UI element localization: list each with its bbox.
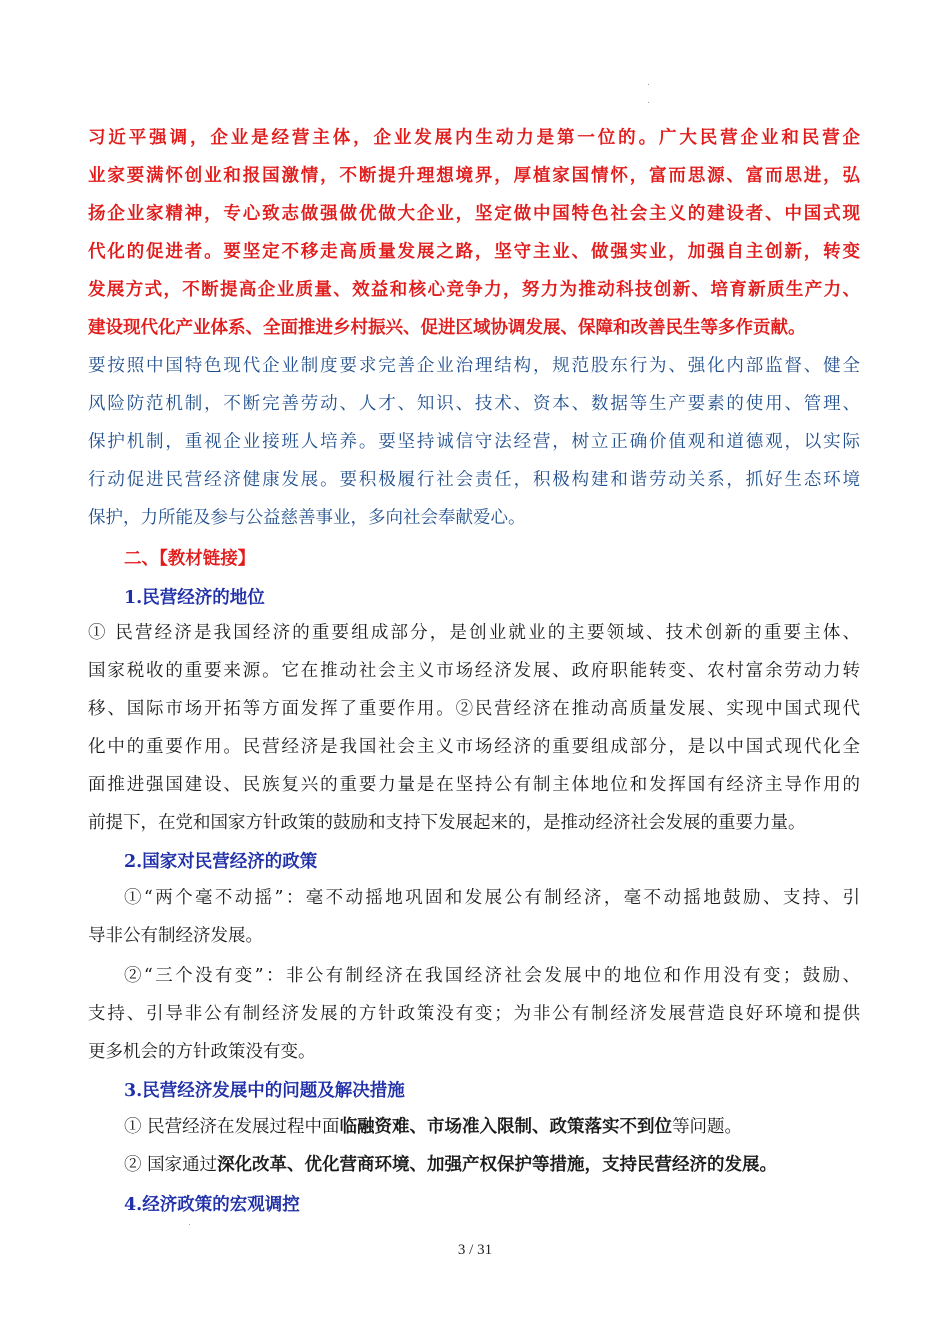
text-line: 保护机制，重视企业接班人培养。要坚持诚信守法经营，树立正确价值观和道德观，以实际 — [88, 432, 860, 452]
text-line: 业家要满怀创业和报国激情，不断提升理想境界，厚植家国情怀，富而思源、富而思进，弘 — [88, 166, 860, 186]
text-line: ①“两个毫不动摇”：毫不动摇地巩固和发展公有制经济，毫不动摇地鼓励、支持、引 — [124, 888, 860, 908]
margin-mark: . — [647, 96, 650, 106]
text-line: ②“三个没有变”：非公有制经济在我国经济社会发展中的地位和作用没有变；鼓励、 — [124, 966, 860, 986]
text-line: 国家税收的重要来源。它在推动社会主义市场经济发展、政府职能转变、农村富余劳动力转 — [88, 661, 860, 681]
item-text: ② 国家通过 — [124, 1155, 218, 1175]
item-text: ① 民营经济在发展过程中面 — [124, 1117, 340, 1137]
blue-paragraph — [88, 347, 860, 537]
red-emphasis-paragraph — [88, 119, 860, 347]
text-line: 习近平强调，企业是经营主体，企业发展内生动力是第一位的。广大民营企业和民营企 — [88, 128, 860, 148]
subsection-body — [88, 614, 860, 842]
text-line: 保护，力所能及参与公益慈善事业，多向社会奉献爱心。 — [88, 508, 526, 528]
text-line: 扬企业家精神，专心致志做强做优做大企业，坚定做中国特色社会主义的建设者、中国式现 — [88, 204, 860, 224]
text-line — [124, 1108, 860, 1146]
margin-mark: . — [188, 1218, 191, 1228]
text-line: 发展方式，不断提高企业质量、效益和核心竞争力，努力为推动科技创新、培育新质生产力、 — [88, 280, 860, 300]
text-line: 要按照中国特色现代企业制度要求完善企业治理结构，规范股东行为、强化内部监督、健全 — [88, 356, 860, 376]
item-text: 等问题。 — [672, 1117, 743, 1137]
text-line: 风险防范机制，不断完善劳动、人才、知识、技术、资本、数据等生产要素的使用、管理、 — [88, 394, 860, 414]
text-line: 面推进强国建设、民族复兴的重要力量是在坚持公有制主体地位和发挥国有经济主导作用的 — [88, 775, 860, 795]
text-line: 行动促进民营经济健康发展。要积极履行社会责任，积极构建和谐劳动关系，抓好生态环境 — [88, 470, 860, 490]
subsection-body — [124, 1108, 860, 1184]
subsection-heading: 1.民营经济的地位 — [124, 588, 265, 608]
text-line: 建设现代化产业体系、全面推进乡村振兴、促进区域协调发展、保障和改善民生等多作贡献。 — [88, 318, 806, 338]
text-line: 代化的促进者。要坚定不移走高质量发展之路，坚守主业、做强实业，加强自主创新，转变 — [88, 242, 860, 262]
text-line: 更多机会的方针政策没有变。 — [88, 1042, 316, 1062]
text-line — [124, 1146, 860, 1184]
text-line: 支持、引导非公有制经济发展的方针政策没有变；为非公有制经济发展营造良好环境和提供 — [88, 1004, 860, 1024]
text-line: 移、国际市场开拓等方面发挥了重要作用。②民营经济在推动高质量发展、实现中国式现代 — [88, 699, 860, 719]
page-number: 3 / 31 — [457, 1242, 493, 1258]
subsection-heading: 3.民营经济发展中的问题及解决措施 — [124, 1081, 405, 1101]
text-line: ① 民营经济是我国经济的重要组成部分，是创业就业的主要领域、技术创新的重要主体、 — [88, 623, 860, 643]
item-emphasis: 深化改革、优化营商环境、加强产权保护等措施，支持民营经济的发展。 — [217, 1155, 778, 1175]
section-title: 二、【教材链接】 — [124, 549, 256, 569]
text-line: 导非公有制经济发展。 — [88, 926, 263, 946]
subsection-heading: 2.国家对民营经济的政策 — [124, 852, 318, 872]
margin-mark: . — [647, 78, 650, 88]
text-line: 化中的重要作用。民营经济是我国社会主义市场经济的重要组成部分，是以中国式现代化全 — [88, 737, 860, 757]
subsection-body — [88, 879, 860, 955]
text-line: 前提下，在党和国家方针政策的鼓励和支持下发展起来的，是推动经济社会发展的重要力量。 — [88, 813, 806, 833]
subsection-body — [88, 957, 860, 1071]
item-emphasis: 临融资难、市场准入限制、政策落实不到位 — [339, 1117, 673, 1137]
subsection-heading: 4.经济政策的宏观调控 — [124, 1195, 300, 1215]
